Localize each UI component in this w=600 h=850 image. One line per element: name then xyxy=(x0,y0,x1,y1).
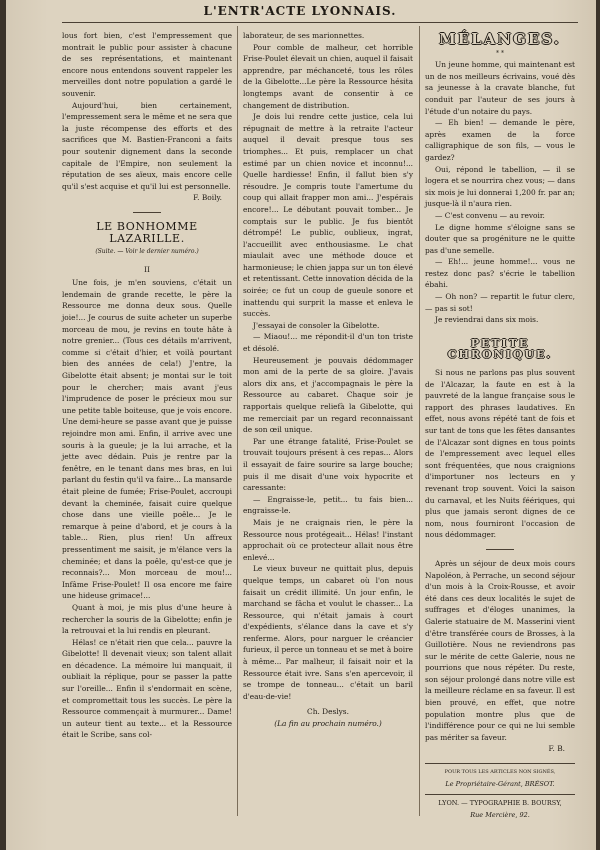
section-rule xyxy=(486,549,514,550)
unsigned-articles-note: POUR TOUS LES ARTICLES NON SIGNÉS, xyxy=(425,763,575,779)
signature: F. B. xyxy=(548,744,565,754)
paragraph: Heureusement je pouvais dédommager mon ami de la perte de sa gloire. J'avais alors dix ans, et j'accompagnais le père la Ressource au cabaret. Chaque soir je rapportais quelque reliefà la Gibelotte, qui me remerciait par un regard reconnaissant de son œil unique. xyxy=(243,355,413,435)
paragraph: Un jeune homme, qui maintenant est un de nos meilleurs écrivains, voué dès sa jeunesse à la cravate blanche, fut conduit par l'auteur de ses jours à l'étude d'un notaire du pays. xyxy=(425,60,575,116)
story-title: LE BONHOMME LAZARILLE. xyxy=(96,219,198,245)
printer-imprint: LYON. — TYPOGRAPHIE B. BOURSY, xyxy=(425,794,575,810)
paragraph: Pour comble de malheur, cet horrible Frise-Poulet élevait un chien, auquel il faisait apprendre, par méchanceté, tous les rôles de la Gibelotte...Le père la Ressource hésita longtemps avant de consentir à ce changement de distribution. xyxy=(243,42,413,110)
signature: Ch. Deslys. xyxy=(307,707,349,717)
paragraph: Si nous ne parlons pas plus souvent de l'Alcazar, la faute en est à la pauvreté de la langue française sous le rapport des phrases laudatives. En effet, nous avons répété tant de fois et sur tant de tons que les fêtes dansantes de l'Alcazar sont dignes en tous points de l'empressement avec lequel elles sont fréquentées, que nous craignions d'importuner nos lecteurs en y revenant trop souvent. Voici la saison du carnaval, et les Nuits féériques, qui plus que jamais seront dignes de ce nom, nous fourniront l'occasion de nous dédommager. xyxy=(425,368,575,540)
paragraph: — Miaou!... me répondit-il d'un ton triste et désolé. xyxy=(243,332,413,354)
column-divider-2 xyxy=(419,26,420,816)
masthead: L'ENTR'ACTE LYONNAIS. xyxy=(203,4,397,18)
paragraph: Le vieux buveur ne quittait plus, depuis quelque temps, un cabaret où l'on nous faisait un crédit illimité. Un jour enfin, le marchand se fâcha et voulut le chasser... La Ressource, qui n'était jamais à court d'expédients, s'élance dans la cave et s'y renferme. Alors, pour narguer le créancier furieux, il perce un tonneau et se met à boire à même... Par malheur, il faisait noir et la Ressource était ivre. Sans s'en apercevoir, il se trompe de tonneau... c'était un baril d'eau-de-vie! xyxy=(243,564,413,701)
paragraph: laborateur, de ses marionnettes. xyxy=(243,31,365,40)
paragraph: — Eh!... jeune homme!... vous ne restez donc pas? s'écrie le tabellion ébahi. xyxy=(425,257,575,290)
signature: F. Boily. xyxy=(193,193,222,203)
section-title-melanges: MÉLANGES. xyxy=(439,30,561,48)
paragraph: Je reviendrai dans six mois. xyxy=(435,315,539,325)
paragraph: — Engraisse-le, petit... tu fais bien... engraisse-le. xyxy=(243,494,413,516)
paragraph: Hélas! ce n'était rien que cela... pauvre la Gibelotte! Il devenait vieux; son talent allait en décadence. La mémoire lui manquait, il oubliait la réplique, pour se passer la patte sur l'oreille... Enfin il s'endormait en scène, et compromettait tous les succès. Le père la Ressource commençait à murmurer... Dame! un auteur tient au texte... et la Ressource était le Scribe, sans col- xyxy=(62,637,232,740)
paragraph: — Oh non? — repartit le futur clerc, — pas si sot! xyxy=(425,292,575,313)
column-2 xyxy=(243,30,413,730)
paragraph: Je dois lui rendre cette justice, cela lui répugnait de mettre à la retraite l'acteur auquel il devait presque tous ses triomphes... Et puis, remplacer un chat estimé par un chien novice et inconnu!... Quelle hardiesse! Enfin, il fallut bien s'y résoudre. Je compris toute l'amertume du coup qui allait frapper mon ami... J'espérais encore!... Le débutant pouvait tomber... Je comptais sur le public. Je fus bientôt détrompé! Le public, oublieux, ingrat, l'accueillit avec enthousiasme. Le chat miaulait avec une méthode douce et harmonieuse; le chien jappa sur un ton élevé et retentissant. Cette innovation décida de la soirée; ce fut un coup de gueule sonore et inattendu qui surprit la masse et enleva le succès. xyxy=(243,112,413,319)
chapter-number: II xyxy=(144,264,150,274)
asterism: * * xyxy=(496,49,504,57)
column-1 xyxy=(62,30,232,741)
paragraph: Mais je ne craignais rien, le père la Ressource nous protégeait... Hélas! l'instant approchait où ce protecteur allait nous être enlevé... xyxy=(243,517,413,562)
section-rule xyxy=(133,212,161,213)
paragraph: Aujourd'hui, bien certainement, l'empressement sera le même et ne sera que la juste récompense des efforts et des sacrifices que M. Bastien-Franconi a faits pour soutenir dignement dans la seconde capitale de l'Empire, non seulement la réputation de ses aïeux, mais encore celle qu'il s'est acquise et qu'il lui est personnelle. xyxy=(62,100,232,191)
paragraph: Par une étrange fatalité, Frise-Poulet se trouvait toujours présent à ces repas... Alors il essayait de faire sourire sa large bouche; puis il me disait d'une voix hypocrite et caressante: xyxy=(243,436,413,493)
publisher-line: Le Propriétaire-Gérant, BRÉSOT. xyxy=(445,779,555,788)
section-title-chronique: PETITE CHRONIQUE. xyxy=(447,336,553,362)
paragraph: Le digne homme s'éloigne sans se douter que sa progéniture ne le quitte pas d'une semelle. xyxy=(425,222,575,255)
header-rule xyxy=(62,22,578,23)
page-right-edge xyxy=(596,0,600,850)
paragraph: Oui, répond le tabellion, — il se logera et se nourrira chez vous; — dans six mois je lui donnerai 1,200 fr. par an; jusque-là il n'aura rien. xyxy=(425,164,575,209)
story-subtitle: (Suite. — Voir le dernier numéro.) xyxy=(95,248,199,256)
paragraph: lous fort bien, c'est l'empressement que montrait le public pour assister à chacune de ses représentations, et maintenant encore nous entendons souvent rappeler les merveilles dont notre population a gardé le souvenir. xyxy=(62,31,232,98)
paragraph: J'essayai de consoler la Gibelotte. xyxy=(253,320,380,330)
paragraph: — Eh bien! — demande le père, après examen de la force calligraphique de son fils, — vous le gardez? xyxy=(425,118,575,162)
paragraph: Une fois, je m'en souviens, c'était un lendemain de grande recette, le père la Ressource me donna deux sous. Quelle joie!... Je courus de suite acheter un superbe morceau de mou, je revins en toute hâte à notre grenier... (Tous ces détails m'arrivent, comme si c'était d'hier, et voilà pourtant bien des années de cela!) J'entre, la Gibelotte était absent; je montai sur le toit pour le chercher; mais avant j'eus l'imprudence de poser le précieux mou sur une petite table boiteuse, que je vois encore. Une demi-heure se passe avant que je puisse rejoindre mon ami. Enfin, il arrive avec une souris à la gueule; je la lui arrache, et la jette avec dédain. Puis je rentre par la fenêtre, en le tenant dans mes bras, en lui parlant du festin qu'il va faire... La mansarde était pleine de fumée; Frise-Poulet, accroupi devant la cheminée, faisait cuire quelque chose dans une vieille poêle... Je le remarque à peine d'abord, et je cours à la table... Rien, plus rien! Un affreux pressentiment me saisit, je m'élance vers la cheminée; et dans la poêle, qu'est-ce que je reconnais?... Mon morceau de mou!... Infâme Frise-Poulet! Il osa encore me faire une hideuse grimace!... xyxy=(62,278,232,601)
paragraph: Quant à moi, je mis plus d'une heure à rechercher la souris de la Gibelotte; enfin je la retrouvai et la lui rendis en pleurant. xyxy=(62,602,232,636)
paragraph: Après un séjour de deux mois cours Napoléon, à Perrache, un second séjour d'un mois à la Croix-Rousse, et avoir été dans ces deux localités le sujet de suffrages et d'éloges unanimes, la Galerie statuaire de M. Masserini vient d'être transférée cours de Brosses, à la Guillotière. Nous ne reviendrons pas sur le mérite de cette Galerie, nous ne pourrions que nous répéter. Du reste, son séjour prolongé dans notre ville est la meilleure réclame en sa faveur. Il est bien prouvé, en effet, que notre population montre plus que de l'indifférence pour ce qui ne lui semble pas mériter sa faveur. xyxy=(425,558,575,742)
printer-address: Rue Mercière, 92. xyxy=(470,810,530,819)
column-3 xyxy=(425,30,575,821)
page-binding-edge xyxy=(0,0,6,850)
column-divider-1 xyxy=(237,26,238,816)
paragraph: — C'est convenu — au revoir. xyxy=(435,210,545,220)
continuation-note: (La fin au prochain numéro.) xyxy=(274,719,382,729)
